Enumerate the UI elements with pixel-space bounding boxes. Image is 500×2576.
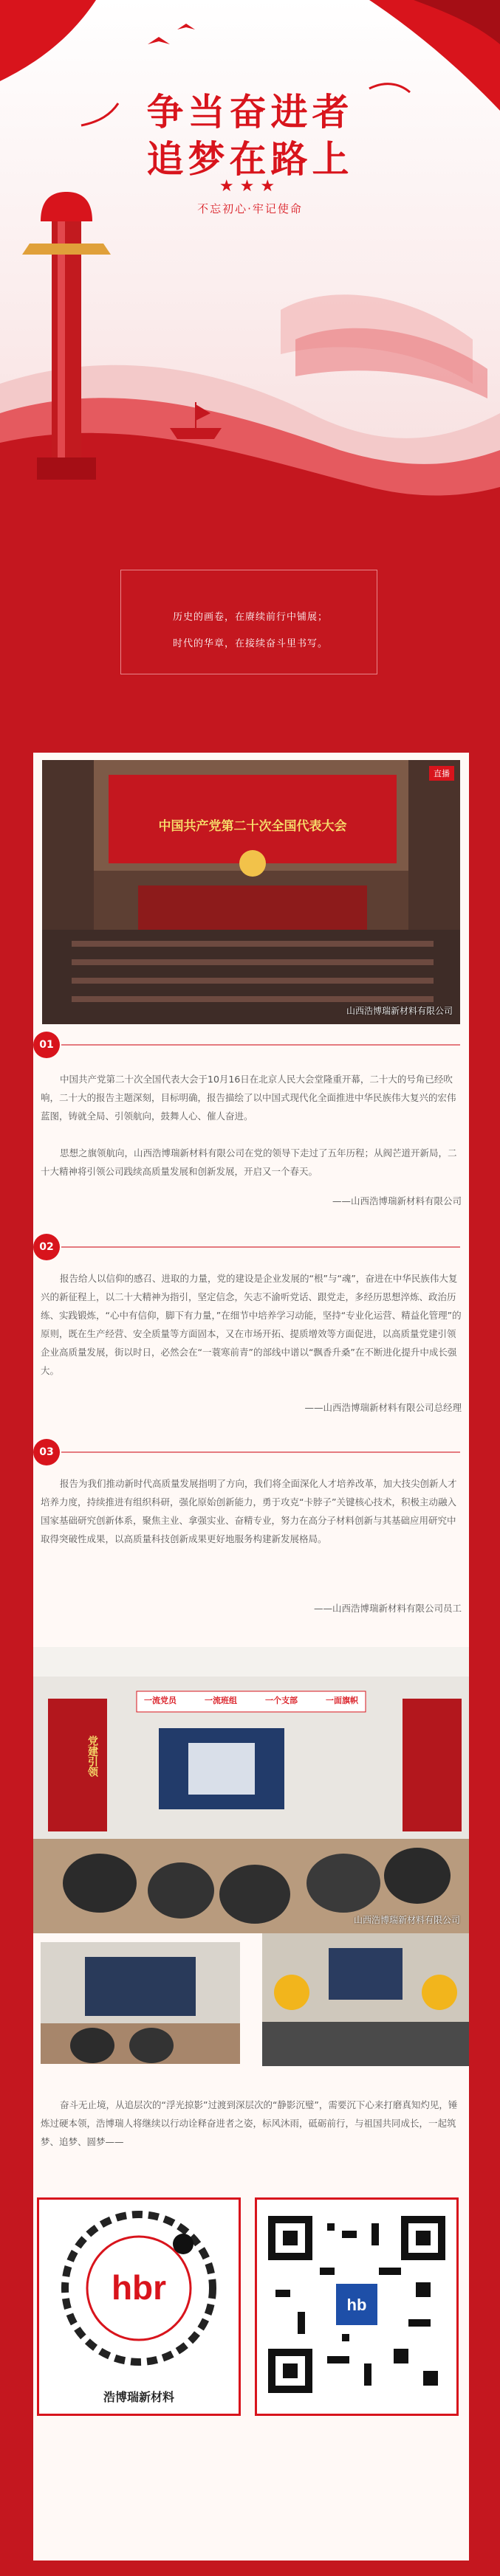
- congress-banner: 中国共产党第二十次全国代表大会: [158, 819, 347, 834]
- section-divider: [61, 1451, 460, 1453]
- small-meeting-image: [41, 1942, 240, 2064]
- hero-banner: [0, 0, 500, 517]
- meeting-room-image: [33, 1647, 469, 1933]
- quote-box: [120, 570, 377, 674]
- congress-hall-image: [42, 760, 460, 1024]
- hero-background-art: [0, 0, 500, 517]
- svg-text:hb: hb: [346, 2296, 367, 2314]
- watermark: 山西浩博瑞新材料有限公司: [346, 1006, 453, 1016]
- section2-signature: ——山西浩博瑞新材料有限公司总经理: [304, 1402, 462, 1413]
- wechat-qr-frame: [255, 2197, 459, 2416]
- wechat-qr-code: [268, 2216, 445, 2393]
- closing-paragraph: 奋斗无止境，从追层次的“浮光掠影”过渡到深层次的“静影沉璧”，需要沉下心来打磨真知灼见，锤炼过硬本领，浩博瑞人将继续以行动诠释奋进者之姿，标风沐雨，砥砺前行，与祖国共同成长，一起筑梦、追梦、圆梦——: [41, 2099, 458, 2147]
- wall-text: 党建引领: [86, 1736, 98, 1777]
- section3-paragraph1: 报告为我们推动新时代高质量发展指明了方向，我们将全面深化人才培养改革，加大技尖创新人才培养力度，持续推进有组织科研，强化原始创新能力，勇于攻克“卡脖子”关键核心技术，积极主动融入国家基础研究创新体系，聚焦主业、拿强实业、奋精专业，努力在高分子材料创新与其基础应用研究中取得突破性成果，以高质量科技创新成果更好地服务构建新发展格局。: [41, 1478, 457, 1544]
- section-number-01: 01: [33, 1032, 60, 1058]
- live-tag: 直播: [429, 766, 454, 781]
- meeting-room-photo: [33, 1647, 469, 1933]
- slogan-4: 一面旗帜: [326, 1696, 358, 1705]
- star-decoration: ★★★: [219, 177, 281, 196]
- hero-title-line2: 追梦在路上: [146, 138, 354, 181]
- section-number-02: 02: [33, 1234, 60, 1260]
- hero-subtitle: 不忘初心·牢记使命: [197, 202, 303, 215]
- slogan-1: 一流党员: [144, 1696, 177, 1705]
- workers-image: [262, 1933, 469, 2066]
- content-card: [33, 753, 469, 2561]
- quote-line1: 历史的画卷，在赓续前行中铺展；: [173, 612, 329, 623]
- svg-text:hbr: hbr: [111, 2268, 167, 2307]
- watermark: 山西浩博瑞新材料有限公司: [353, 1915, 460, 1925]
- slogan-3: 一个支部: [265, 1696, 298, 1705]
- workers-photo: [262, 1933, 469, 2066]
- quote-line2: 时代的华章，在接续奋斗里书写。: [173, 638, 329, 649]
- slogan-2: 一流班组: [205, 1696, 237, 1705]
- section-divider: [61, 1246, 460, 1248]
- section-number-03: 03: [33, 1439, 60, 1465]
- congress-photo: [42, 760, 460, 1024]
- section1-paragraph2: 思想之旗领航向，山西浩博瑞新材料有限公司在党的领导下走过了五年历程；从阀芒道开新局，二十大精神将引领公司践续高质量发展和创新发展，开启又一个春天。: [41, 1147, 457, 1177]
- douyin-qr-frame: [37, 2197, 241, 2416]
- section1-paragraph1: 中国共产党第二十次全国代表大会于10月16日在北京人民大会堂隆重开幕，二十大的号角已经吹响，二十大的报告主题深刻，目标明确，报告描绘了以中国式现代化全面推进中华民族伟大复兴的宏伟蓝图，铸就全局、引领航向，鼓舞人心、催人奋进。: [41, 1074, 456, 1122]
- slogan-banner: [144, 1694, 358, 1706]
- section2-paragraph1: 报告给人以信仰的感召、进取的力量，党的建设是企业发展的“根”与“魂”，奋进在中华民族伟大复兴的新征程上，以二十大精神为指引，坚定信念，矢志不渝听党话、跟党走，多经历思想淬炼、政治历练、实践锻炼，“心中有信仰，脚下有力量，”在细节中培养学习动能，坚持“专业化运营、精益化管理”的原则，既在生产经营、安全质量等方面固本，又在市场开拓、提质增效等方面促进，以高质量党建引领企业高质量发展，街以时日，必然会在“一蓑寒前青”的部线中谱以“飘香升桑”在不断进化提升中成长强大。: [41, 1273, 462, 1376]
- brand-name: 浩博瑞新材料: [103, 2390, 174, 2404]
- section3-signature: ——山西浩博瑞新材料有限公司员工: [313, 1603, 462, 1614]
- section-divider: [61, 1044, 460, 1046]
- section1-signature: ——山西浩博瑞新材料有限公司: [332, 1195, 462, 1206]
- douyin-qr-code: [39, 2200, 239, 2377]
- small-meeting-photo: [41, 1942, 240, 2064]
- hero-title-line1: 争当奋进者: [146, 91, 354, 134]
